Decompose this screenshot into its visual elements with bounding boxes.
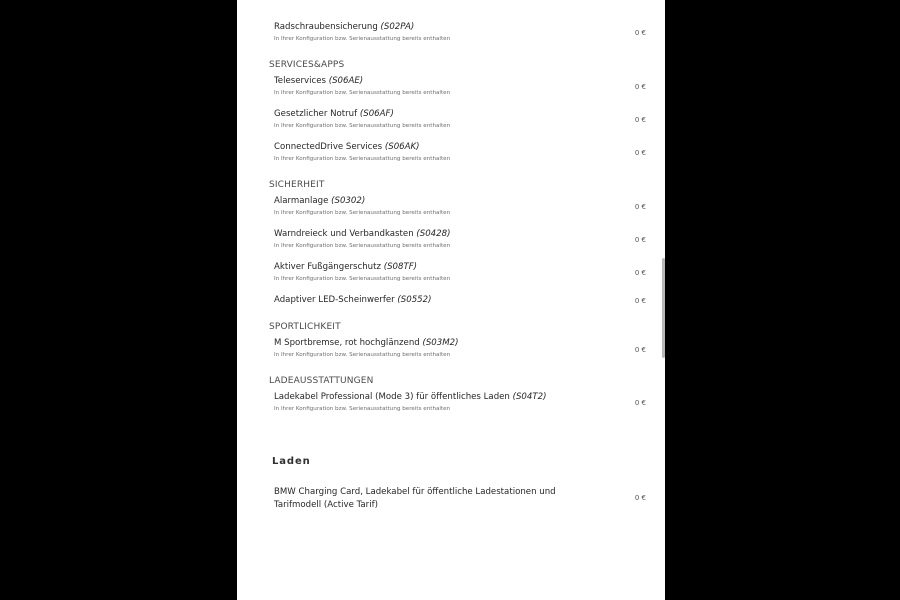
item-code: (S06AK): [384, 142, 420, 152]
item-label: Gesetzlicher Notruf: [274, 109, 358, 119]
item-code: (S03M2): [422, 338, 459, 348]
item-label: Ladekabel Professional (Mode 3) für öffentliches Laden: [274, 392, 510, 402]
item-note: In Ihrer Konfiguration bzw. Serienausstattung bereits enthalten: [274, 352, 451, 358]
item-label: Aktiver Fußgängerschutz: [274, 262, 382, 272]
item-price: 0 €: [634, 399, 646, 407]
item-price: 0 €: [634, 29, 646, 37]
item-code: (S0302): [331, 196, 366, 206]
item-name: BMW Charging Card, Ladekabel für öffentliche Ladestationen und Tarifmodell (Active Tarif): [274, 487, 556, 510]
item-code: (S02PA): [380, 22, 415, 32]
item-price: 0 €: [634, 297, 646, 305]
section-heading-laden: Laden: [272, 456, 311, 467]
item-name: [274, 142, 420, 152]
category-heading-sicherheit: SICHERHEIT: [269, 180, 325, 190]
item-note: In Ihrer Konfiguration bzw. Serienausstattung bereits enthalten: [274, 156, 451, 162]
item-label: Alarmanlage: [274, 196, 329, 206]
content-area: [237, 0, 665, 600]
item-name: [274, 338, 458, 348]
scrollbar-thumb[interactable]: [662, 258, 665, 358]
category-heading-sportlichkeit: SPORTLICHKEIT: [269, 322, 341, 332]
item-code: (S04T2): [512, 392, 547, 402]
category-heading-ladeausstattungen: LADEAUSSTATTUNGEN: [269, 376, 374, 386]
item-price: 0 €: [634, 236, 646, 244]
item-label: M Sportbremse, rot hochglänzend: [274, 338, 420, 348]
item-note: In Ihrer Konfiguration bzw. Serienausstattung bereits enthalten: [274, 210, 451, 216]
item-price: 0 €: [634, 203, 646, 211]
item-name: [274, 22, 414, 32]
item-price: 0 €: [634, 346, 646, 354]
item-price: 0 €: [634, 149, 646, 157]
item-label: Warndreieck und Verbandkasten: [274, 229, 414, 239]
item-note: In Ihrer Konfiguration bzw. Serienausstattung bereits enthalten: [274, 276, 451, 282]
item-label: Teleservices: [274, 76, 327, 86]
item-name: [274, 262, 417, 272]
item-price: 0 €: [634, 494, 646, 502]
item-name: [274, 76, 363, 86]
item-name: [274, 229, 450, 239]
item-note: In Ihrer Konfiguration bzw. Serienausstattung bereits enthalten: [274, 36, 451, 42]
item-code: (S06AE): [328, 76, 364, 86]
scrollbar[interactable]: [661, 0, 665, 600]
category-heading-services: SERVICES&APPS: [269, 60, 345, 70]
item-code: (S08TF): [383, 262, 418, 272]
item-price: 0 €: [634, 269, 646, 277]
item-note: In Ihrer Konfiguration bzw. Serienausstattung bereits enthalten: [274, 243, 451, 249]
item-note: In Ihrer Konfiguration bzw. Serienausstattung bereits enthalten: [274, 90, 451, 96]
item-label: ConnectedDrive Services: [274, 142, 383, 152]
item-price: 0 €: [634, 116, 646, 124]
item-name: [274, 196, 365, 206]
item-label: Radschraubensicherung: [274, 22, 378, 32]
item-code: (S06AF): [359, 109, 394, 119]
item-note: In Ihrer Konfiguration bzw. Serienausstattung bereits enthalten: [274, 123, 451, 129]
item-name: [274, 392, 546, 402]
item-price: 0 €: [634, 83, 646, 91]
item-name: [274, 295, 431, 305]
item-label: Adaptiver LED-Scheinwerfer: [274, 295, 395, 305]
configuration-summary-page: [237, 0, 665, 600]
item-code: (S0552): [397, 295, 432, 305]
item-code: (S0428): [416, 229, 451, 239]
item-name: [274, 109, 394, 119]
item-note: In Ihrer Konfiguration bzw. Serienausstattung bereits enthalten: [274, 406, 451, 412]
